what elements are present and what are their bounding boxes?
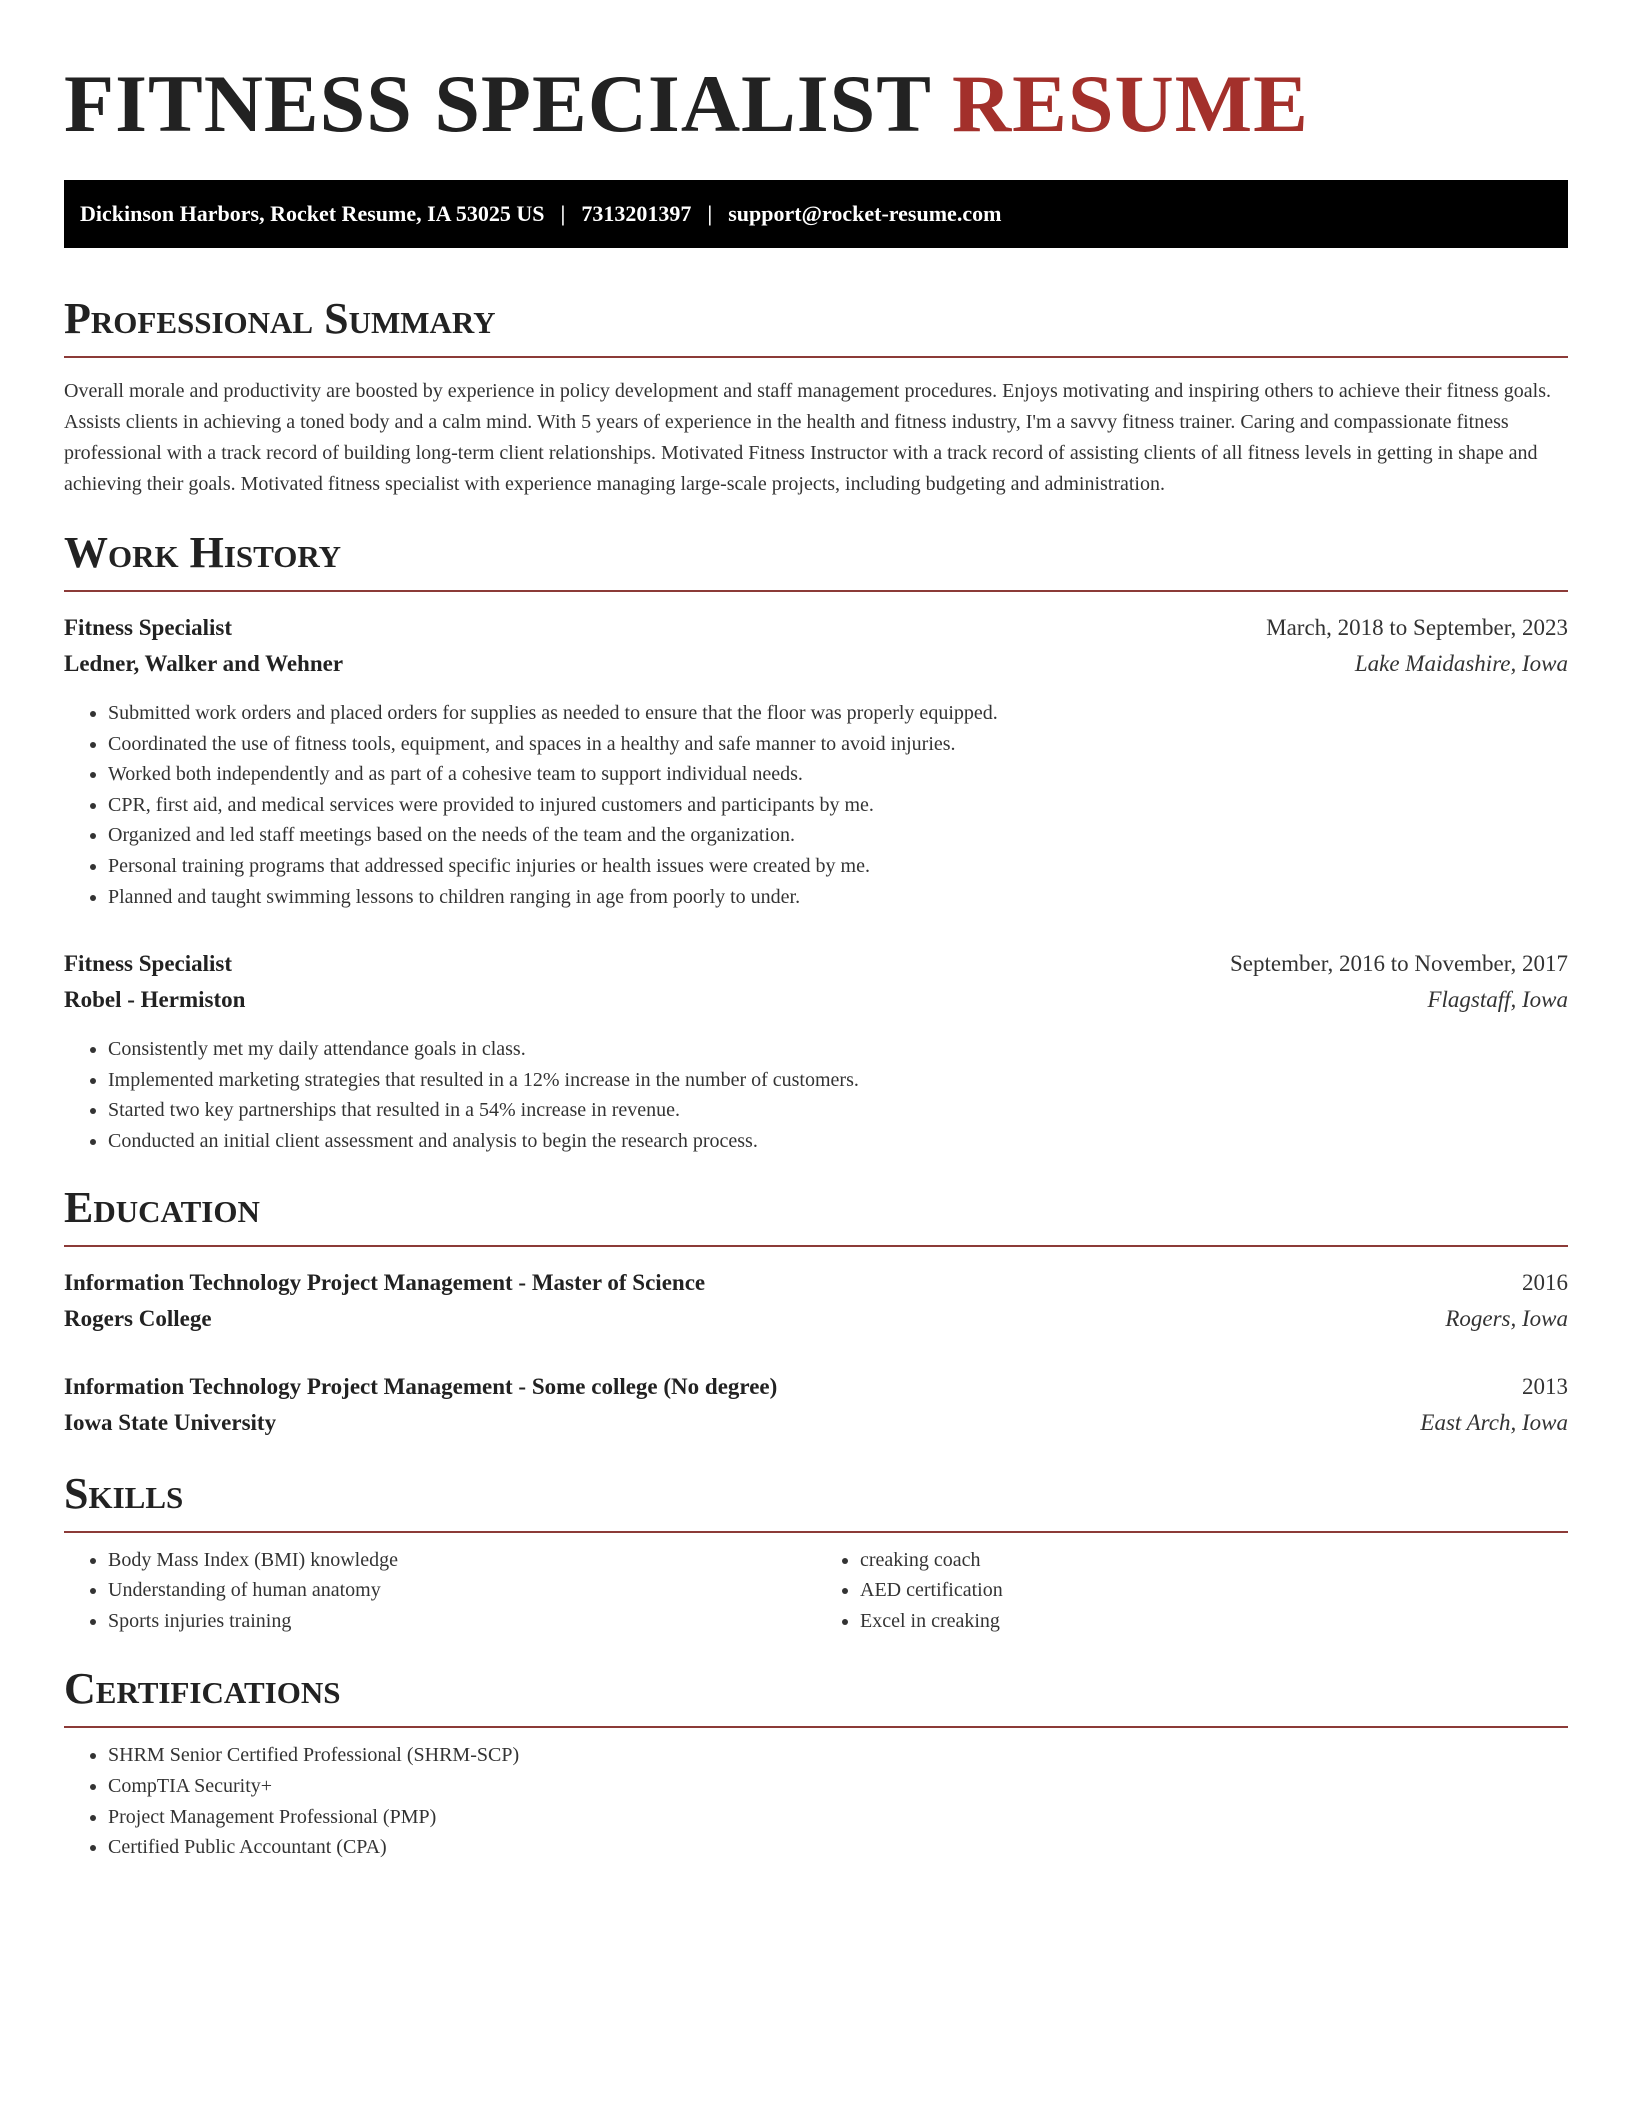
job-location: Lake Maidashire, Iowa: [1354, 651, 1568, 676]
skills-grid: [64, 1545, 1568, 1637]
job-title: Fitness Specialist: [64, 951, 233, 977]
skills-list-right: [816, 1545, 1568, 1637]
job-dates: March, 2018 to September, 2023: [1266, 615, 1568, 640]
job-header-row: [64, 946, 1568, 982]
contact-separator: |: [560, 201, 566, 226]
education-section: [64, 1183, 1568, 1441]
skill-item: • AED certification: [860, 1575, 1568, 1606]
job-duty: • CPR, first aid, and medical services were provided to injured customers and participants by me.: [108, 790, 1568, 821]
certification-item: • Project Management Professional (PMP): [108, 1802, 1568, 1833]
job-duties-list: [64, 698, 1568, 912]
education-location: East Arch, Iowa: [1420, 1409, 1568, 1435]
section-title-summary: Professional Summary: [64, 294, 496, 343]
contact-phone[interactable]: 7313201397: [581, 201, 692, 226]
section-divider: [64, 590, 1568, 592]
education-entry: [64, 1265, 1568, 1337]
job-duty: • Coordinated the use of fitness tools, equipment, and spaces in a healthy and safe manner to avoid injuries.: [108, 729, 1568, 760]
summary-text: Overall morale and productivity are boosted by experience in policy development and staff management procedures. Enjoys motivating and inspiring others to achieve their fitness goals. Assists clients in achieving a toned body and a calm mind. With 5 years of experience in the health and fitness industry, I'm a savvy fitness trainer. Caring and compassionate fitness professional with a track record of building long-term client relationships. Motivated Fitness Instructor with a track record of assisting clients of all fitness levels in getting in shape and achieving their goals. Motivated fitness specialist with experience managing large-scale projects, including budgeting and administration.: [64, 380, 1551, 495]
education-degree-row: [64, 1369, 1568, 1405]
skill-item: • Excel in creaking: [860, 1606, 1568, 1637]
job-duty: • Organized and led staff meetings based on the needs of the team and the organization.: [108, 820, 1568, 851]
job-duty: • Worked both independently and as part of a cohesive team to support individual needs.: [108, 759, 1568, 790]
skills-section: [64, 1469, 1568, 1637]
job-entry: [64, 946, 1568, 1156]
skill-item: • Body Mass Index (BMI) knowledge: [108, 1545, 816, 1576]
job-duty: • Conducted an initial client assessment and analysis to begin the research process.: [108, 1126, 1568, 1157]
skill-item: • Sports injuries training: [108, 1606, 816, 1637]
section-divider: [64, 356, 1568, 358]
job-duty: • Submitted work orders and placed orders for supplies as needed to ensure that the floor was properly equipped.: [108, 698, 1568, 729]
certifications-section: [64, 1664, 1568, 1862]
education-degree: Information Technology Project Management - Some college (No degree): [64, 1373, 778, 1399]
section-divider: [64, 1726, 1568, 1728]
section-divider: [64, 1245, 1568, 1247]
education-school: Iowa State University: [64, 1409, 277, 1435]
job-company: Ledner, Walker and Wehner: [64, 651, 344, 676]
section-title-education: Education: [64, 1182, 260, 1232]
job-duty: • Planned and taught swimming lessons to children ranging in age from poorly to under.: [108, 882, 1568, 913]
education-degree-row: [64, 1265, 1568, 1301]
job-location: Flagstaff, Iowa: [1427, 987, 1568, 1013]
education-year: 2013: [1522, 1373, 1568, 1399]
job-duty: • Started two key partnerships that resulted in a 54% increase in revenue.: [108, 1095, 1568, 1126]
education-entry: [64, 1369, 1568, 1441]
skill-item: • Understanding of human anatomy: [108, 1575, 816, 1606]
title-main: FITNESS SPECIALIST: [64, 58, 931, 149]
contact-bar: [64, 180, 1568, 248]
certification-item: • Certified Public Accountant (CPA): [108, 1832, 1568, 1863]
job-title: Fitness Specialist: [64, 615, 233, 640]
job-company: Robel - Hermiston: [64, 987, 246, 1013]
job-duties-list: [64, 1034, 1568, 1156]
job-dates: September, 2016 to November, 2017: [1230, 951, 1568, 977]
title-accent: RESUME: [951, 58, 1309, 149]
contact-address: Dickinson Harbors, Rocket Resume, IA 53025 US: [80, 201, 545, 226]
certification-item: • CompTIA Security+: [108, 1771, 1568, 1802]
section-title-certifications: Certifications: [64, 1664, 341, 1714]
job-company-row: [64, 982, 1568, 1018]
education-year: 2016: [1522, 1269, 1568, 1295]
section-divider: [64, 1531, 1568, 1533]
job-company-row: [64, 646, 1568, 682]
resume-title: [64, 58, 1568, 150]
work-history-section: [64, 528, 1568, 1157]
contact-separator: |: [707, 201, 713, 226]
job-entry: [64, 610, 1568, 912]
job-duty: • Personal training programs that addressed specific injuries or health issues were created by me.: [108, 851, 1568, 882]
education-school-row: [64, 1405, 1568, 1441]
education-school-row: [64, 1301, 1568, 1337]
skill-item: • creaking coach: [860, 1545, 1568, 1576]
section-title-work-history: Work History: [64, 528, 342, 577]
job-duty: • Consistently met my daily attendance goals in class.: [108, 1034, 1568, 1065]
summary-section: [64, 294, 1568, 500]
education-school: Rogers College: [64, 1305, 212, 1331]
contact-email[interactable]: support@rocket-resume.com: [728, 201, 1002, 226]
certifications-list: [64, 1740, 1568, 1862]
certification-item: • SHRM Senior Certified Professional (SHRM-SCP): [108, 1740, 1568, 1771]
section-title-skills: Skills: [64, 1468, 184, 1518]
skills-list-left: [64, 1545, 816, 1637]
education-degree: Information Technology Project Management - Master of Science: [64, 1269, 706, 1295]
education-location: Rogers, Iowa: [1445, 1305, 1568, 1331]
job-duty: • Implemented marketing strategies that resulted in a 12% increase in the number of customers.: [108, 1065, 1568, 1096]
job-header-row: [64, 610, 1568, 646]
